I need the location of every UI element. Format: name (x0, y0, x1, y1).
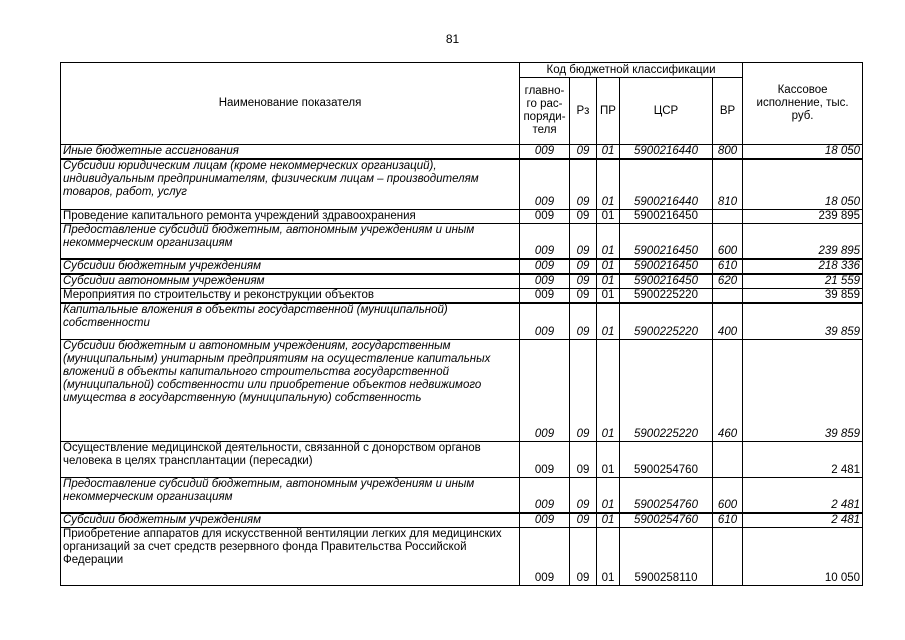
table-body (61, 145, 863, 586)
row-name: Субсидии автономным учреждениям (61, 274, 520, 289)
row-vr: 400 (713, 303, 743, 339)
row-csr: 5900254760 (620, 441, 713, 477)
row-amount: 21 559 (743, 274, 863, 289)
row-glav: 009 (520, 289, 570, 304)
row-glav: 009 (520, 441, 570, 477)
row-csr: 5900216450 (620, 209, 713, 223)
row-name: Предоставление субсидий бюджетным, автономным учреждениям и иным некоммерческим организациям (61, 223, 520, 259)
row-vr (713, 289, 743, 304)
row-rz: 09 (570, 477, 597, 513)
header-name: Наименование показателя (61, 63, 520, 145)
table-row (61, 259, 863, 274)
row-rz: 09 (570, 259, 597, 274)
page-number: 81 (445, 32, 460, 46)
row-vr: 610 (713, 259, 743, 274)
row-vr: 600 (713, 477, 743, 513)
row-name: Приобретение аппаратов для искусственной вентиляции легких для медицинских организаций за счет средств резервного фонда Правительства Российской Федерации (61, 528, 520, 586)
table-row (61, 528, 863, 586)
row-pr: 01 (597, 289, 620, 304)
row-pr: 01 (597, 339, 620, 441)
row-glav: 009 (520, 303, 570, 339)
row-amount: 218 336 (743, 259, 863, 274)
row-glav: 009 (520, 259, 570, 274)
row-rz: 09 (570, 209, 597, 223)
row-rz: 09 (570, 528, 597, 586)
row-csr: 5900225220 (620, 289, 713, 304)
row-pr: 01 (597, 528, 620, 586)
table-row (61, 223, 863, 259)
row-csr: 5900254760 (620, 477, 713, 513)
table-row (61, 477, 863, 513)
row-name: Проведение капитального ремонта учреждений здравоохранения (61, 209, 520, 223)
row-name: Субсидии юридическим лицам (кроме некоммерческих организаций), индивидуальным предпринимателям, физическим лицам – производителям товаров, работ, услуг (61, 159, 520, 209)
header-pr: ПР (597, 78, 620, 145)
row-csr: 5900258110 (620, 528, 713, 586)
row-amount: 39 859 (743, 289, 863, 304)
row-pr: 01 (597, 477, 620, 513)
row-pr: 01 (597, 441, 620, 477)
row-vr (713, 528, 743, 586)
row-pr: 01 (597, 145, 620, 160)
table-row (61, 303, 863, 339)
row-glav: 009 (520, 223, 570, 259)
header-code-group: Код бюджетной классификации (520, 63, 743, 78)
row-pr: 01 (597, 274, 620, 289)
row-rz: 09 (570, 289, 597, 304)
table-row (61, 339, 863, 441)
row-name: Субсидии бюджетным учреждениям (61, 513, 520, 528)
row-name: Предоставление субсидий бюджетным, автономным учреждениям и иным некоммерческим организациям (61, 477, 520, 513)
header-glav: главно-го рас-поряди-теля (520, 78, 570, 145)
table-row (61, 513, 863, 528)
row-csr: 5900225220 (620, 339, 713, 441)
header-vr: ВР (713, 78, 743, 145)
row-amount: 2 481 (743, 513, 863, 528)
row-pr: 01 (597, 303, 620, 339)
row-csr: 5900216450 (620, 223, 713, 259)
row-amount: 239 895 (743, 209, 863, 223)
row-rz: 09 (570, 274, 597, 289)
row-amount: 18 050 (743, 159, 863, 209)
row-glav: 009 (520, 528, 570, 586)
row-vr (713, 209, 743, 223)
row-name: Капитальные вложения в объекты государственной (муниципальной) собственности (61, 303, 520, 339)
table-row (61, 209, 863, 223)
row-amount: 39 859 (743, 339, 863, 441)
table-row (61, 159, 863, 209)
row-glav: 009 (520, 209, 570, 223)
row-glav: 009 (520, 513, 570, 528)
row-csr: 5900225220 (620, 303, 713, 339)
row-amount: 39 859 (743, 303, 863, 339)
header-total: Кассовое исполнение, тыс. руб. (743, 63, 863, 145)
row-vr: 610 (713, 513, 743, 528)
table-row (61, 289, 863, 304)
row-name: Мероприятия по строительству и реконструкции объектов (61, 289, 520, 304)
row-rz: 09 (570, 303, 597, 339)
row-amount: 18 050 (743, 145, 863, 160)
row-name: Иные бюджетные ассигнования (61, 145, 520, 160)
header-rz: Рз (570, 78, 597, 145)
row-name: Осуществление медицинской деятельности, связанной с донорством органов человека в целях трансплантации (пересадки) (61, 441, 520, 477)
row-name: Субсидии бюджетным учреждениям (61, 259, 520, 274)
row-rz: 09 (570, 441, 597, 477)
table-row (61, 145, 863, 160)
row-amount: 2 481 (743, 441, 863, 477)
row-amount: 2 481 (743, 477, 863, 513)
row-amount: 10 050 (743, 528, 863, 586)
row-rz: 09 (570, 339, 597, 441)
row-glav: 009 (520, 159, 570, 209)
table-row (61, 274, 863, 289)
row-rz: 09 (570, 145, 597, 160)
row-pr: 01 (597, 513, 620, 528)
table-header (61, 63, 863, 145)
row-csr: 5900254760 (620, 513, 713, 528)
row-glav: 009 (520, 145, 570, 160)
header-csr: ЦСР (620, 78, 713, 145)
row-vr: 620 (713, 274, 743, 289)
row-glav: 009 (520, 477, 570, 513)
row-pr: 01 (597, 259, 620, 274)
table-row (61, 441, 863, 477)
row-csr: 5900216440 (620, 159, 713, 209)
row-amount: 239 895 (743, 223, 863, 259)
row-glav: 009 (520, 339, 570, 441)
row-vr: 460 (713, 339, 743, 441)
row-rz: 09 (570, 159, 597, 209)
row-rz: 09 (570, 223, 597, 259)
row-vr: 810 (713, 159, 743, 209)
row-vr: 600 (713, 223, 743, 259)
row-csr: 5900216450 (620, 274, 713, 289)
row-pr: 01 (597, 209, 620, 223)
row-pr: 01 (597, 223, 620, 259)
row-vr: 800 (713, 145, 743, 160)
row-glav: 009 (520, 274, 570, 289)
row-csr: 5900216450 (620, 259, 713, 274)
row-rz: 09 (570, 513, 597, 528)
budget-table (60, 62, 863, 586)
row-name: Субсидии бюджетным и автономным учреждениям, государственным (муниципальным) унитарным предприятиям на осуществление капитальных вложений в объекты капитального строительства государственной (муниципальной) собственности или приобретение объектов недвижимого имущества в государственную (муниципальную) собственность (61, 339, 520, 441)
row-pr: 01 (597, 159, 620, 209)
row-vr (713, 441, 743, 477)
row-csr: 5900216440 (620, 145, 713, 160)
